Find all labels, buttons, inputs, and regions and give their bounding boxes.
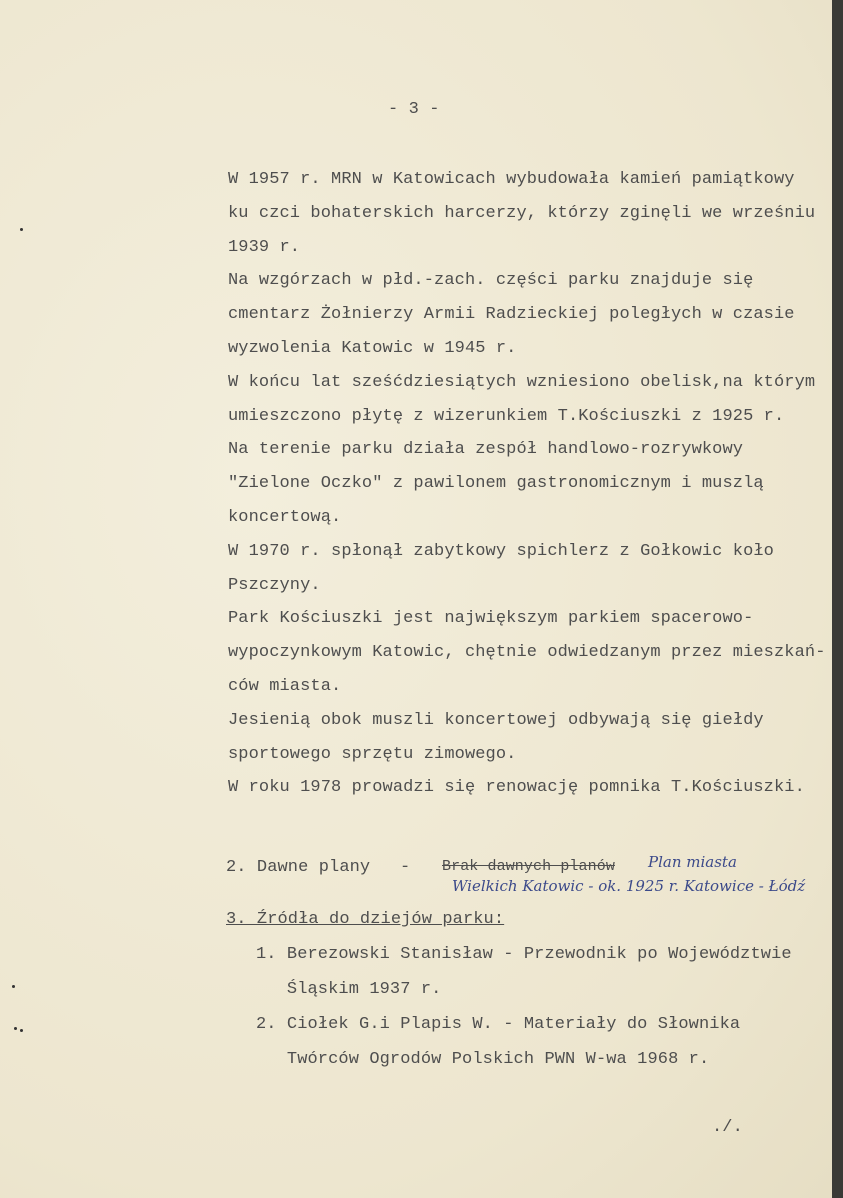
punch-mark (20, 1029, 23, 1032)
punch-mark (12, 985, 15, 988)
section-2-label: 2. Dawne plany (226, 858, 371, 877)
punch-mark (14, 1027, 17, 1030)
paragraph-line: 1939 r. (228, 237, 301, 257)
paragraph-line: Na wzgórzach w płd.-zach. części parku znajduje się (228, 271, 754, 291)
paragraph-line: koncertową. (228, 508, 342, 527)
paragraph-line: ców miasta. (228, 677, 342, 696)
continuation-mark: ./. (712, 1118, 743, 1137)
paragraph-line: Na terenie parku działa zespół handlowo-rozrywkowy (228, 440, 744, 460)
paragraph-line: Pszczyny. (228, 575, 321, 595)
punch-mark (20, 228, 23, 231)
section-2-dash: - (400, 858, 411, 877)
paragraph-line: sportowego sprzętu zimowego. (228, 744, 517, 764)
source-1-line1: 1. Berezowski Stanisław - Przewodnik po Województwie (256, 945, 792, 964)
source-2-line1: 2. Ciołek G.i Plapis W. - Materiały do Słownika (256, 1015, 741, 1034)
paragraph-line: W końcu lat sześćdziesiątych wzniesiono obelisk,na którym (228, 372, 816, 392)
paragraph-line: wypoczynkowym Katowic, chętnie odwiedzanym przez mieszkań- (228, 643, 826, 663)
handwritten-note-line1: Plan miasta (648, 853, 737, 871)
source-1-line2: Śląskim 1937 r. (256, 980, 442, 999)
paragraph-line: W 1970 r. spłonął zabytkowy spichlerz z Gołkowic koło (228, 541, 774, 561)
paragraph-line: W 1957 r. MRN w Katowicach wybudowała kamień pamiątkowy (228, 170, 795, 189)
page-number: - 3 - (388, 100, 440, 119)
paragraph-line: Park Kościuszki jest największym parkiem spacerowo- (228, 609, 754, 629)
paragraph-line: Jesienią obok muszli koncertowej odbywają się giełdy (228, 710, 764, 730)
paragraph-line: umieszczono płytę z wizerunkiem T.Kościuszki z 1925 r. (228, 406, 785, 426)
paragraph-line: "Zielone Oczko" z pawilonem gastronomicznym i muszlą (228, 474, 764, 494)
paragraph-line: cmentarz Żołnierzy Armii Radzieckiej poległych w czasie (228, 305, 795, 325)
struck-text: Brak dawnych planów (442, 858, 615, 875)
paragraph-line: ku czci bohaterskich harcerzy, którzy zginęli we wrześniu (228, 203, 816, 223)
section-3-heading: 3. Źródła do dziejów parku: (226, 910, 505, 929)
paragraph-line: W roku 1978 prowadzi się renowację pomnika T.Kościuszki. (228, 778, 805, 798)
source-2-line2: Twórców Ogrodów Polskich PWN W-wa 1968 r. (256, 1050, 710, 1069)
handwritten-note-line2: Wielkich Katowic - ok. 1925 r. Katowice - Łódź (452, 877, 806, 895)
paragraph-line: wyzwolenia Katowic w 1945 r. (228, 339, 517, 358)
